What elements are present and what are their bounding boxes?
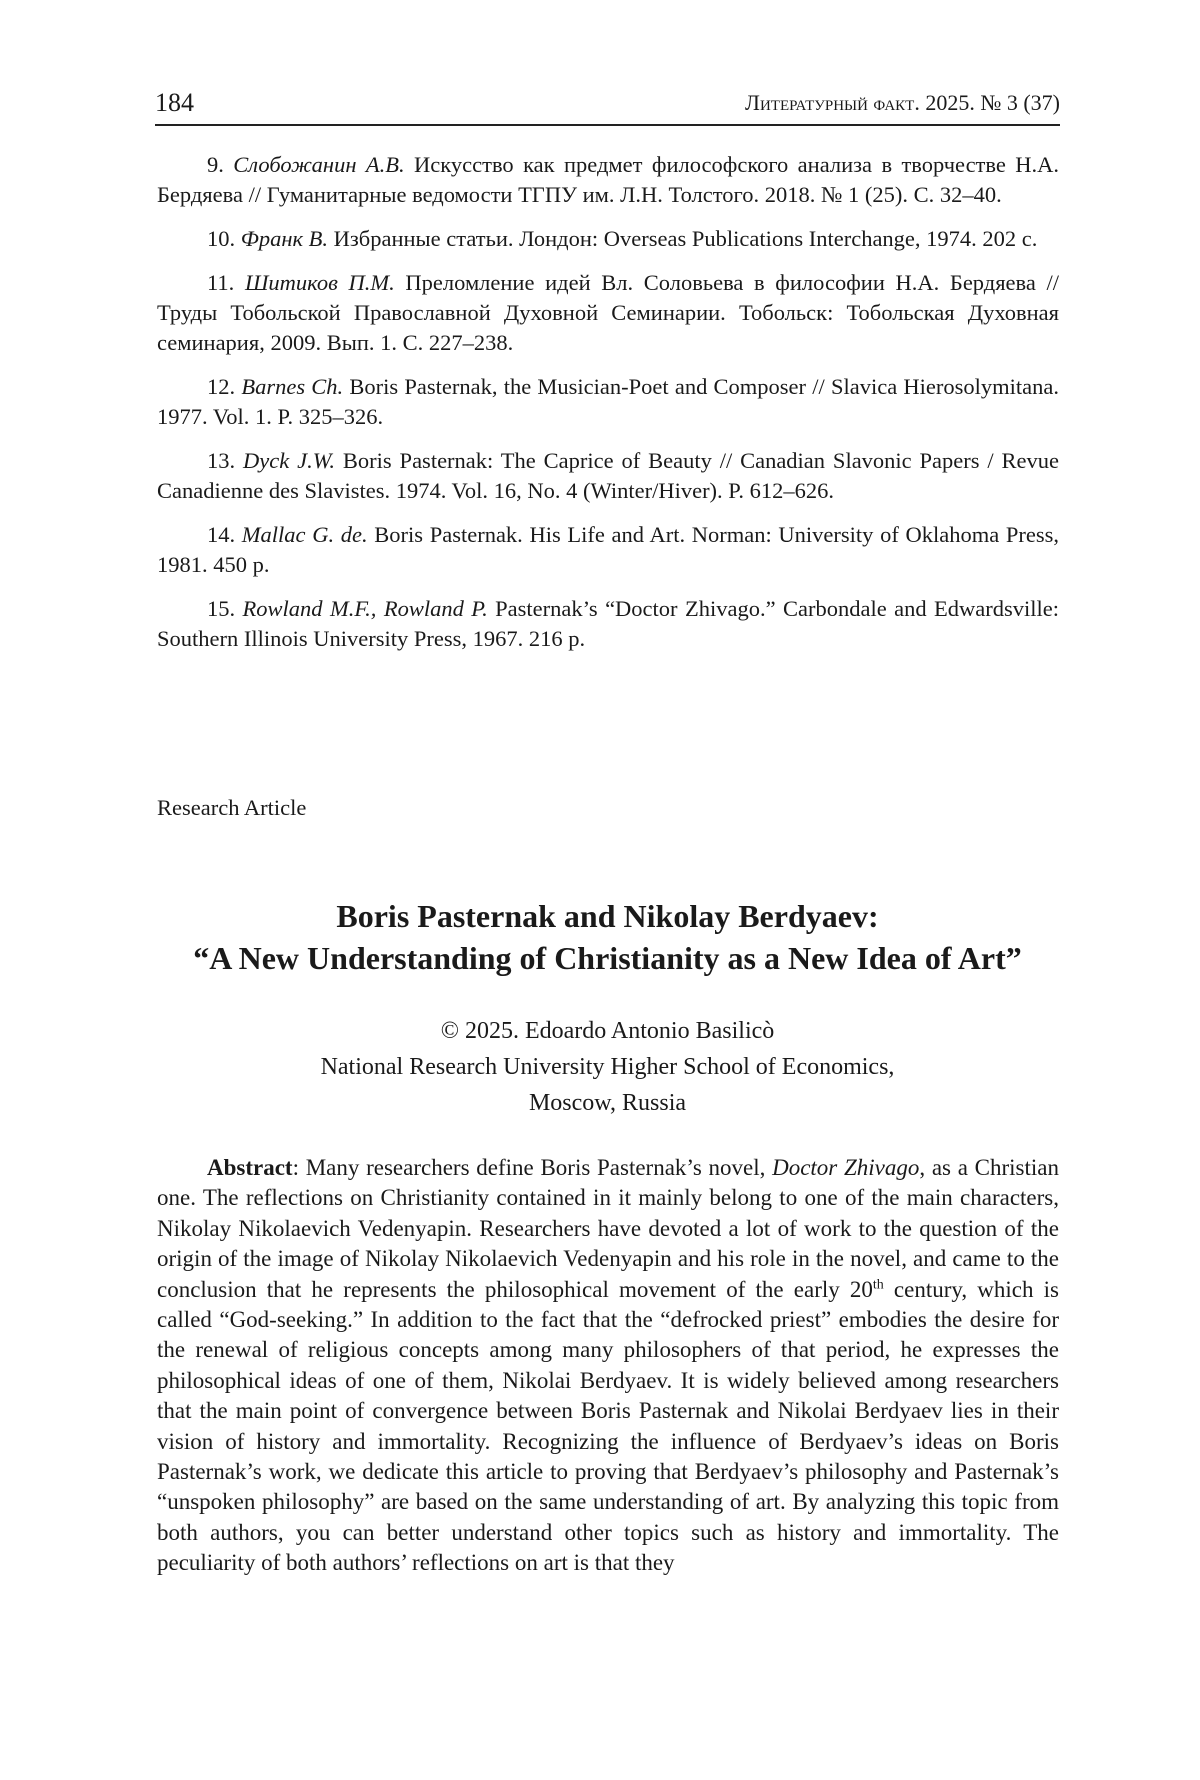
author-location: Moscow, Russia — [528, 1090, 687, 1116]
author-affiliation: National Research University Higher School of Economics, — [320, 1054, 895, 1080]
title-line-2: “A New Understanding of Christianity as a New Idea of Art” — [193, 940, 1022, 976]
reference-item — [157, 372, 1059, 432]
article-type-label: Research Article — [157, 795, 307, 820]
reference-text: Избранные статьи. Лондон: Overseas Publications Interchange, 1974. 202 с. — [333, 226, 1038, 251]
abstract-text: : Many researchers define Boris Pasternak’s novel, — [292, 1155, 773, 1180]
title-line-1: Boris Pasternak and Nikolay Berdyaev: — [336, 898, 879, 934]
reference-text: Искусство как предмет философского анализа в творчестве Н.А. Бердяева // Гуманитарные ведомости ТГПУ им. Л.Н. Толстого. 2018. № 1 (25). С. 32–40. — [157, 152, 1060, 207]
page-number: 184 — [155, 88, 194, 117]
reference-item — [157, 594, 1059, 654]
reference-item — [157, 150, 1059, 210]
reference-number: 9. — [207, 152, 224, 177]
reference-text: Преломление идей Вл. Соловьева в философии Н.А. Бердяева // Труды Тобольской Православной Духовной Семинарии. Тобольск: Тобольская Духовная семинария, 2009. Вып. 1. С. 227–238. — [157, 270, 1060, 355]
reference-number: 10. — [207, 226, 236, 251]
reference-number: 12. — [207, 374, 236, 399]
journal-name: Литературный факт. — [745, 90, 920, 115]
reference-author: Шитиков П.М. — [244, 270, 395, 295]
reference-author: Слобожанин А.В. — [233, 152, 405, 177]
reference-list — [157, 150, 1059, 668]
journal-issue: 2025. № 3 (37) — [925, 90, 1060, 115]
reference-number: 14. — [207, 522, 236, 547]
reference-item — [157, 520, 1059, 580]
novel-title: Doctor Zhivago — [772, 1155, 920, 1180]
reference-number: 13. — [207, 448, 236, 473]
author-name: © 2025. Edoardo Antonio Basilicò — [440, 1018, 775, 1044]
abstract-label: Abstract — [207, 1155, 293, 1180]
journal-title — [745, 90, 1060, 116]
reference-item — [157, 268, 1059, 358]
abstract — [157, 1153, 1059, 1579]
running-header — [155, 80, 1060, 126]
reference-number: 15. — [207, 596, 236, 621]
author-byline — [150, 1013, 1065, 1121]
abstract-text: century, which is called “God-seeking.” In addition to the fact that the “defrocked priest” embodies the desire for the renewal of religious concepts among many philosophers of that period, he expresses the philosophical ideas of one of them, Nikolai Berdyaev. It is widely believed among researchers that the main point of convergence between Boris Pasternak and Nikolai Berdyaev lies in their vision of history and immortality. Recognizing the influence of Berdyaev’s ideas on Boris Pasternak’s work, we dedicate this article to proving that Berdyaev’s philosophy and Pasternak’s “unspoken philosophy” are based on the same understanding of art. By analyzing this topic from both authors, you can better understand other topics such as history and immortality. The peculiarity of both authors’ reflections on art is that they — [157, 1276, 1059, 1576]
reference-text: Boris Pasternak: The Caprice of Beauty // Canadian Slavonic Papers / Revue Canadienne des Slavistes. 1974. Vol. 16, No. 4 (Winter/Hiver). P. 612–626. — [157, 448, 1060, 503]
reference-text: Boris Pasternak, the Musician-Poet and Composer // Slavica Hierosolymitana. 1977. Vol. 1. P. 325–326. — [157, 374, 1060, 429]
reference-author: Barnes Ch. — [241, 374, 344, 399]
reference-item — [157, 446, 1059, 506]
abstract-text: , as a Christian one. The reflections on Christianity contained in it mainly belong to one of the main characters, Nikolay Nikolaevich Vedenyapin. Researchers have devoted a lot of work to the question of the origin of the image of Nikolay Nikolaevich Vedenyapin and his role in the novel, and came to the conclusion that he represents the philosophical movement of the early 20 — [157, 1155, 1059, 1302]
reference-item — [157, 224, 1059, 254]
reference-author: Mallac G. de. — [241, 522, 368, 547]
reference-author: Франк В. — [240, 226, 329, 251]
ordinal-suffix: th — [872, 1276, 884, 1292]
reference-author: Dyck J.W. — [243, 448, 336, 473]
reference-author: Rowland M.F., Rowland P. — [242, 596, 488, 621]
reference-number: 11. — [207, 270, 235, 295]
reference-text: Pasternak’s “Doctor Zhivago.” Carbondale and Edwardsville: Southern Illinois University Press, 1967. 216 p. — [157, 596, 1059, 651]
article-title — [150, 895, 1065, 979]
reference-text: Boris Pasternak. His Life and Art. Norman: University of Oklahoma Press, 1981. 450 p. — [157, 522, 1060, 577]
